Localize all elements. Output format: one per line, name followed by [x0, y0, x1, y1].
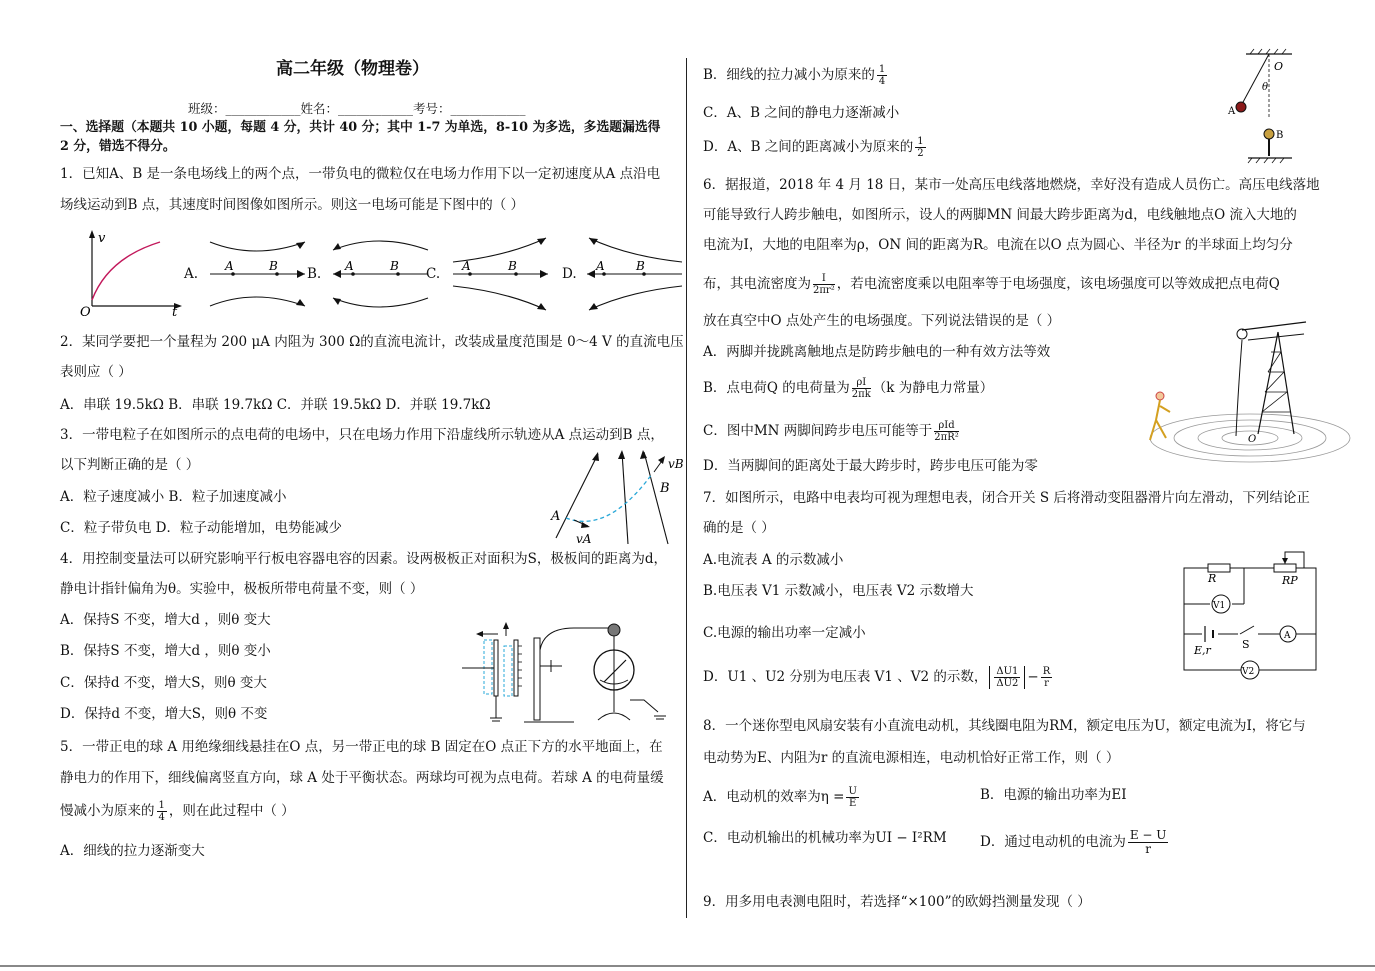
q9-stem: 9．用多用电表测电阻时，若选择“×100”的欧姆挡测量发现（ ）: [703, 894, 1091, 910]
q2-stem: 2．某同学要把一个量程为 200 μA 内阻为 300 Ω的直流电流计，改装成量度范围是 0～4 V 的直流电压: [60, 334, 684, 350]
svg-text:θ: θ: [1262, 82, 1269, 93]
q6-stem: 6．据报道，2018 年 4 月 18 日，某市一处高压电线落地燃烧，幸好没有造成人员伤亡。高压电线落地: [703, 177, 1320, 193]
q1-field-d: [582, 234, 687, 314]
q7-stem: 7．如图所示，电路中电表均可视为理想电表，闭合开关 S 后将滑动变阻器滑片向左滑动，下列结论正: [703, 490, 1310, 506]
q1-vt-o-label: O: [80, 305, 91, 320]
q3-stem: 3．一带电粒子在如图所示的点电荷的电场中，只在电场力作用下沿虚线所示轨迹从A 点运动到B 点，: [60, 427, 664, 443]
svg-text:B: B: [390, 259, 399, 273]
svg-text:B: B: [636, 259, 645, 273]
q4-stem-cont: 静电计指针偏角为θ。实验中，极板所带电荷量不变，则（ ）: [60, 581, 424, 597]
q8-option-a: A．电动机的效率为η = $\frac{U}{E}$: [703, 786, 857, 809]
q6-stem-cont4: 放在真空中O 点处产生的电场强度。下列说法错误的是（ ）: [703, 313, 1061, 329]
svg-text:B: B: [1276, 130, 1284, 141]
q4-option-b: B．保持S 不变，增大d ，则θ 变小: [60, 643, 271, 659]
q1-stem: 1．已知A、B 是一条电场线上的两个点，一带负电的微粒仅在电场力作用下以一定初速度从A 点沿电: [60, 166, 661, 182]
q7-option-d: D．U1 、U2 分别为电压表 V1 、V2 的示数， $\frac{\Delta U1}{\Delta U2}$ − $\frac{R}{r}$: [703, 666, 1051, 689]
svg-text:A: A: [1228, 106, 1236, 117]
q7-option-a: A.电流表 A 的示数减小: [703, 552, 844, 568]
svg-text:O: O: [1248, 434, 1257, 445]
q1-vt-curve: [92, 242, 160, 300]
q5-stem: 5．一带正电的球 A 用绝缘细线悬挂在O 点，另一带正电的球 B 固定在O 点正下方的水平地面上，在: [60, 739, 663, 755]
q4-capacitor-apparatus: [454, 620, 674, 732]
svg-text:V1: V1: [1213, 601, 1226, 611]
q1-stem-cont: 场线运动到B 点，其速度时间图像如图所示。则这一电场可能是下图中的（ ）: [60, 197, 525, 213]
q8-option-c: C．电动机输出的机械功率为UI − I²RM: [703, 830, 947, 846]
q8-stem-cont: 电动势为E、内阻为r 的直流电源相连，电动机恰好正常工作，则（ ）: [703, 750, 1120, 766]
svg-text:A: A: [462, 259, 471, 273]
q1-option-d-label: D.: [562, 266, 577, 282]
q7-stem-cont: 确的是（ ）: [703, 520, 775, 536]
q3-options-cd: C．粒子带负电 D．粒子动能增加，电势能减少: [60, 520, 342, 536]
q5-stem-cont: 静电力的作用下，细线偏离竖直方向，球 A 处于平衡状态。两球均可视为点电荷。若球 A 的电荷量缓: [60, 770, 664, 786]
svg-text:S: S: [1242, 638, 1250, 651]
page-title: 高二年级（物理卷）: [276, 59, 429, 79]
svg-text:vB: vB: [668, 457, 684, 471]
q6-power-line-scene: [1138, 312, 1360, 472]
svg-text:B: B: [660, 481, 670, 496]
q8-option-b: B．电源的输出功率为EI: [980, 787, 1127, 803]
q8-stem: 8．一个迷你型电风扇安装有小直流电动机，其线圈电阻为RM，额定电压为U，额定电流为I，将它与: [703, 718, 1306, 734]
q5-option-c: C．A、B 之间的静电力逐渐减小: [703, 105, 900, 121]
svg-text:E,r: E,r: [1194, 644, 1211, 657]
student-info-line: 班级：____________姓名：____________考号：____________: [188, 101, 526, 116]
section-heading: 一、选择题（本题共 10 小题，每题 4 分，共计 40 分；其中 1-7 为单选，8-10 为多选，多选题漏选得: [60, 120, 661, 135]
q1-vt-graph: [78, 228, 188, 318]
column-divider: [686, 58, 687, 918]
svg-text:A: A: [1284, 631, 1291, 641]
q6-option-d: D．当两脚间的距离处于最大跨步时，跨步电压可能为零: [703, 458, 1038, 474]
svg-text:O: O: [1274, 60, 1284, 73]
q5-option-b: B．细线的拉力减小为原来的 $\frac{1}{4}$: [703, 64, 886, 87]
q1-vt-t-label: t: [172, 305, 178, 320]
svg-text:RP: RP: [1282, 574, 1298, 587]
q7-option-c: C.电源的输出功率一定减小: [703, 625, 866, 641]
svg-text:B: B: [269, 259, 278, 273]
svg-text:V2: V2: [1242, 667, 1255, 677]
q4-stem: 4．用控制变量法可以研究影响平行板电容器电容的因素。设两极板正对面积为S，极板间的距离为d，: [60, 551, 667, 567]
svg-text:R: R: [1208, 572, 1217, 585]
q7-circuit-diagram: [1178, 546, 1328, 682]
q5-option-a: A．细线的拉力逐渐变大: [60, 843, 205, 859]
q1-option-c-label: C.: [426, 266, 441, 282]
svg-text:B: B: [508, 259, 517, 273]
q6-option-c: C．图中MN 两脚间跨步电压可能等于 $\frac{\text{ρId}}{\text{2πR²}}$: [703, 420, 959, 443]
q5-stem-cont2: 慢减小为原来的 $\frac{1}{4}$ ，则在此过程中（ ）: [60, 800, 295, 823]
svg-text:A: A: [551, 509, 561, 524]
q5-pendulum-diagram: [1222, 48, 1302, 166]
q7-option-b: B.电压表 V1 示数减小，电压表 V2 示数增大: [703, 583, 974, 599]
q6-option-b: B．点电荷Q 的电荷量为 $\frac{\rho I}{2\pi k}$ （k 为静电力常量）: [703, 377, 994, 400]
q2-options: A．串联 19.5kΩ B．串联 19.7kΩ C．并联 19.5kΩ D．并联 19.7kΩ: [60, 397, 491, 413]
q3-options-ab: A．粒子速度减小 B．粒子加速度减小: [60, 489, 287, 505]
q4-option-a: A．保持S 不变，增大d ，则θ 变大: [60, 612, 271, 628]
q6-option-a: A．两脚并拢跳离触地点是防跨步触电的一种有效方法等效: [703, 344, 1051, 360]
q6-stem-cont2: 电流为I，大地的电阻率为ρ，ON 间的距离为R。电流在以O 点为圆心、半径为r 的半球面上均匀分: [703, 237, 1293, 253]
q6-stem-cont3: 布，其电流密度为 $\frac{I}{\text{2πr²}}$ ，若电流密度乘以电阻率等于电场强度，该电场强度可以等效成把点电荷Q: [703, 273, 1280, 296]
q4-option-d: D．保持d 不变，增大S，则θ 不变: [60, 706, 268, 722]
page-bottom-edge: [0, 965, 1375, 967]
q8-option-d: D．通过电动机的电流为 $\frac{E - U}{r}$: [980, 828, 1167, 856]
q1-field-c: [448, 234, 553, 314]
q1-option-b-label: B.: [307, 266, 322, 282]
svg-text:vA: vA: [576, 532, 592, 546]
q1-option-a-label: A.: [184, 266, 199, 282]
q5-option-d: D．A、B 之间的距离减小为原来的 $\frac{1}{2}$: [703, 136, 924, 159]
q6-stem-cont: 可能导致行人跨步触电，如图所示，设人的两脚MN 间最大跨步距离为d，电线触地点O 流入大地的: [703, 207, 1297, 223]
q3-stem-cont: 以下判断正确的是（ ）: [60, 457, 200, 473]
q1-field-b: [328, 234, 433, 314]
svg-text:A: A: [345, 259, 354, 273]
section-heading-cont: 2 分，错选不得分。: [60, 139, 176, 154]
q5-fraction: $\frac{1}{4}$: [158, 800, 165, 823]
q4-option-c: C．保持d 不变，增大S，则θ 变大: [60, 675, 267, 691]
svg-text:A: A: [596, 259, 605, 273]
svg-text:A: A: [225, 259, 234, 273]
q1-field-a: [205, 234, 310, 314]
q2-stem-cont: 表则应（ ）: [60, 364, 132, 380]
q1-vt-v-label: v: [98, 231, 106, 246]
q3-field-diagram: [548, 448, 688, 548]
